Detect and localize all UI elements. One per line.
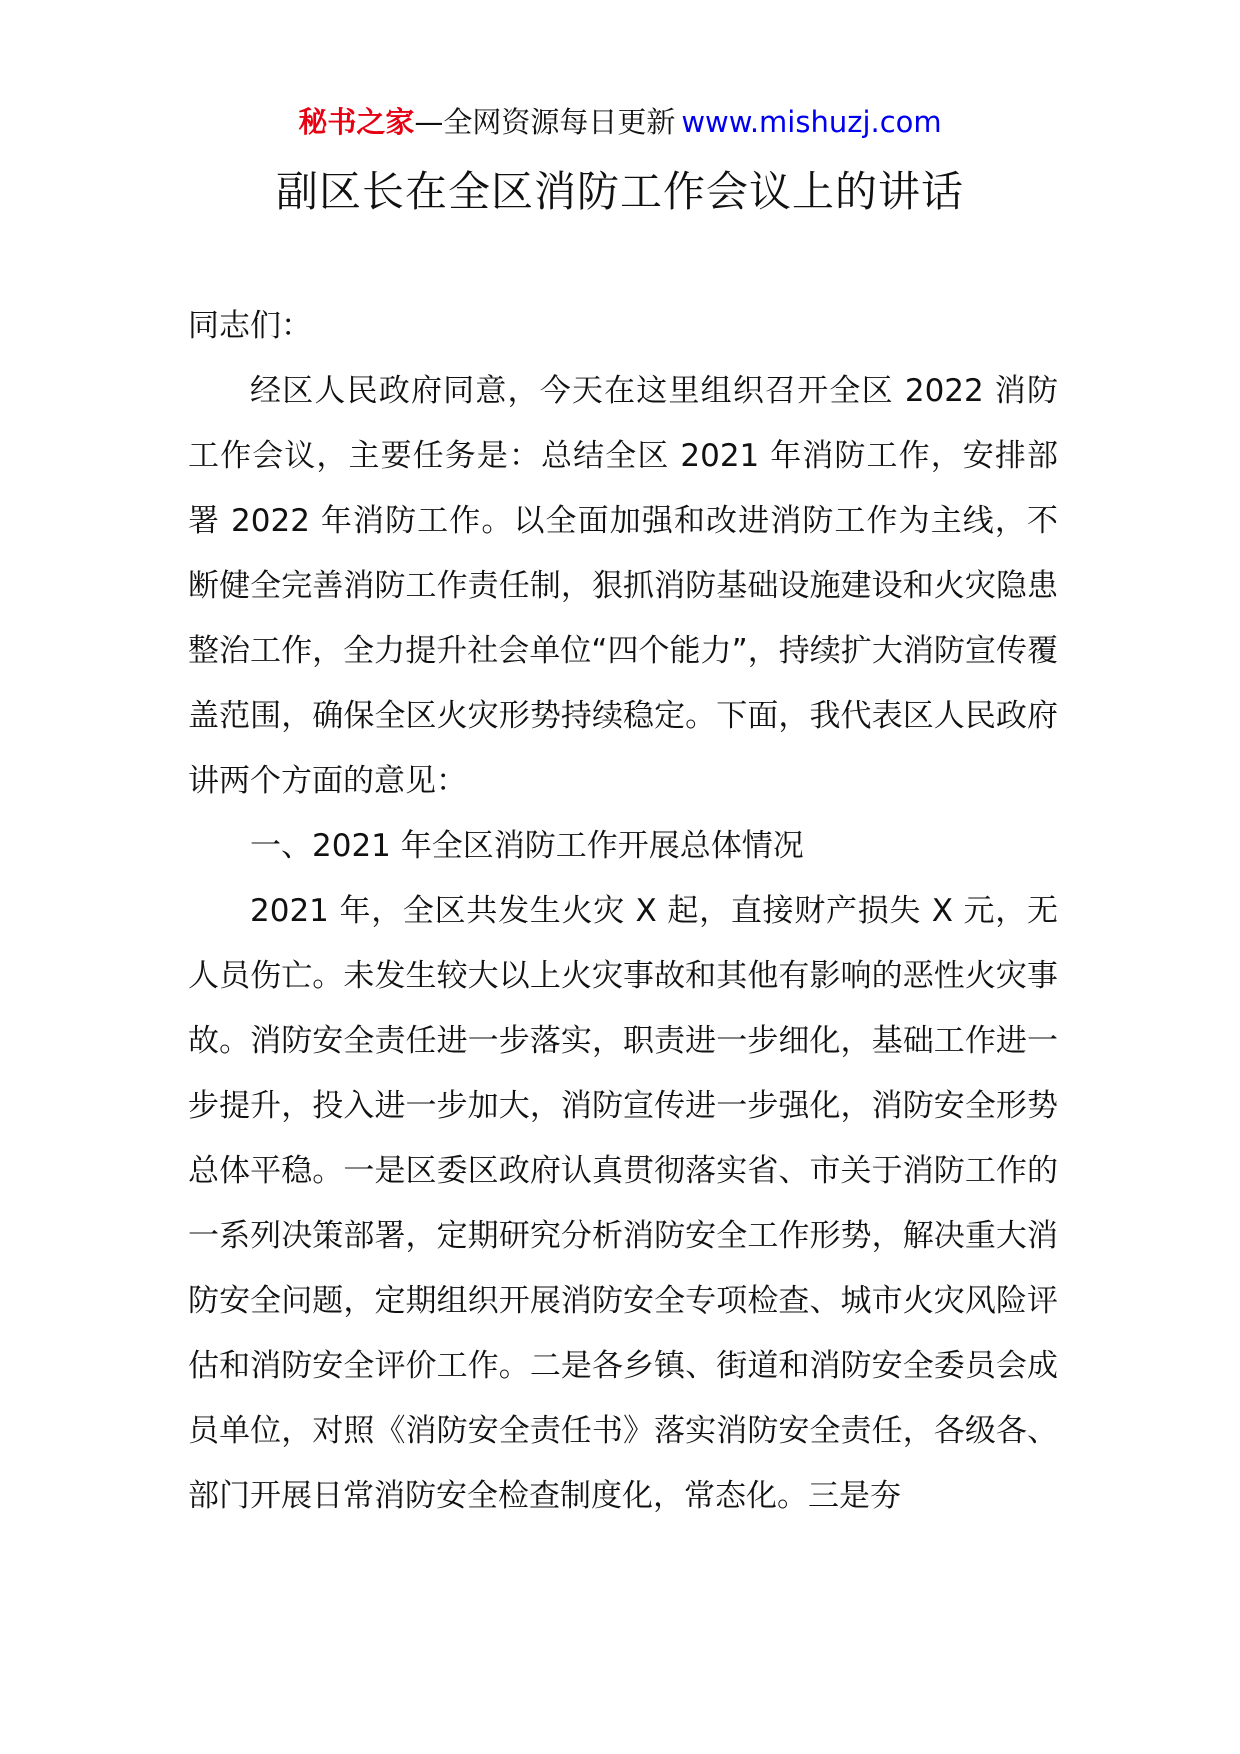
section-heading: 一、2021 年全区消防工作开展总体情况: [250, 828, 804, 864]
brand-name: 秘书之家: [298, 105, 415, 139]
site-url-link[interactable]: www.mishuzj.com: [681, 105, 942, 139]
paragraph-summary: 2021 年，全区共发生火灾 X 起，直接财产损失 X 元，无人员伤亡。未发生较大以上火灾事故和其他有影响的恶性火灾事故。消防安全责任进一步落实，职责进一步细化，基础工作进一步提升，投入进一步加大，消防宣传进一步强化，消防安全形势总体平稳。一是区委区政府认真贯彻落实省、市关于消防工作的一系列决策部署，定期研究分析消防安全工作形势，解决重大消防安全问题，定期组织开展消防安全专项检查、城市火灾风险评估和消防安全评价工作。二是各乡镇、街道和消防安全委员会成员单位，对照《消防安全责任书》落实消防安全责任，各级各、部门开展日常消防安全检查制度化，常态化。三是夯: [188, 893, 1058, 1514]
header-slogan: —全网资源每日更新: [414, 105, 676, 139]
site-header: [0, 100, 1240, 144]
salutation: 同志们：: [188, 308, 312, 344]
document-title: 副区长在全区消防工作会议上的讲话: [275, 167, 964, 216]
paragraph-intro: 经区人民政府同意，今天在这里组织召开全区 2022 消防工作会议，主要任务是：总结全区 2021 年消防工作，安排部署 2022 年消防工作。以全面加强和改进消防工作为主线，不断健全完善消防工作责任制，狠抓消防基础设施建设和火灾隐患整治工作，全力提升社会单位“四个能力”，持续扩大消防宣传覆盖范围，确保全区火灾形势持续稳定。下面，我代表区人民政府讲两个方面的意见：: [188, 373, 1058, 799]
document-body: [188, 294, 1058, 1529]
